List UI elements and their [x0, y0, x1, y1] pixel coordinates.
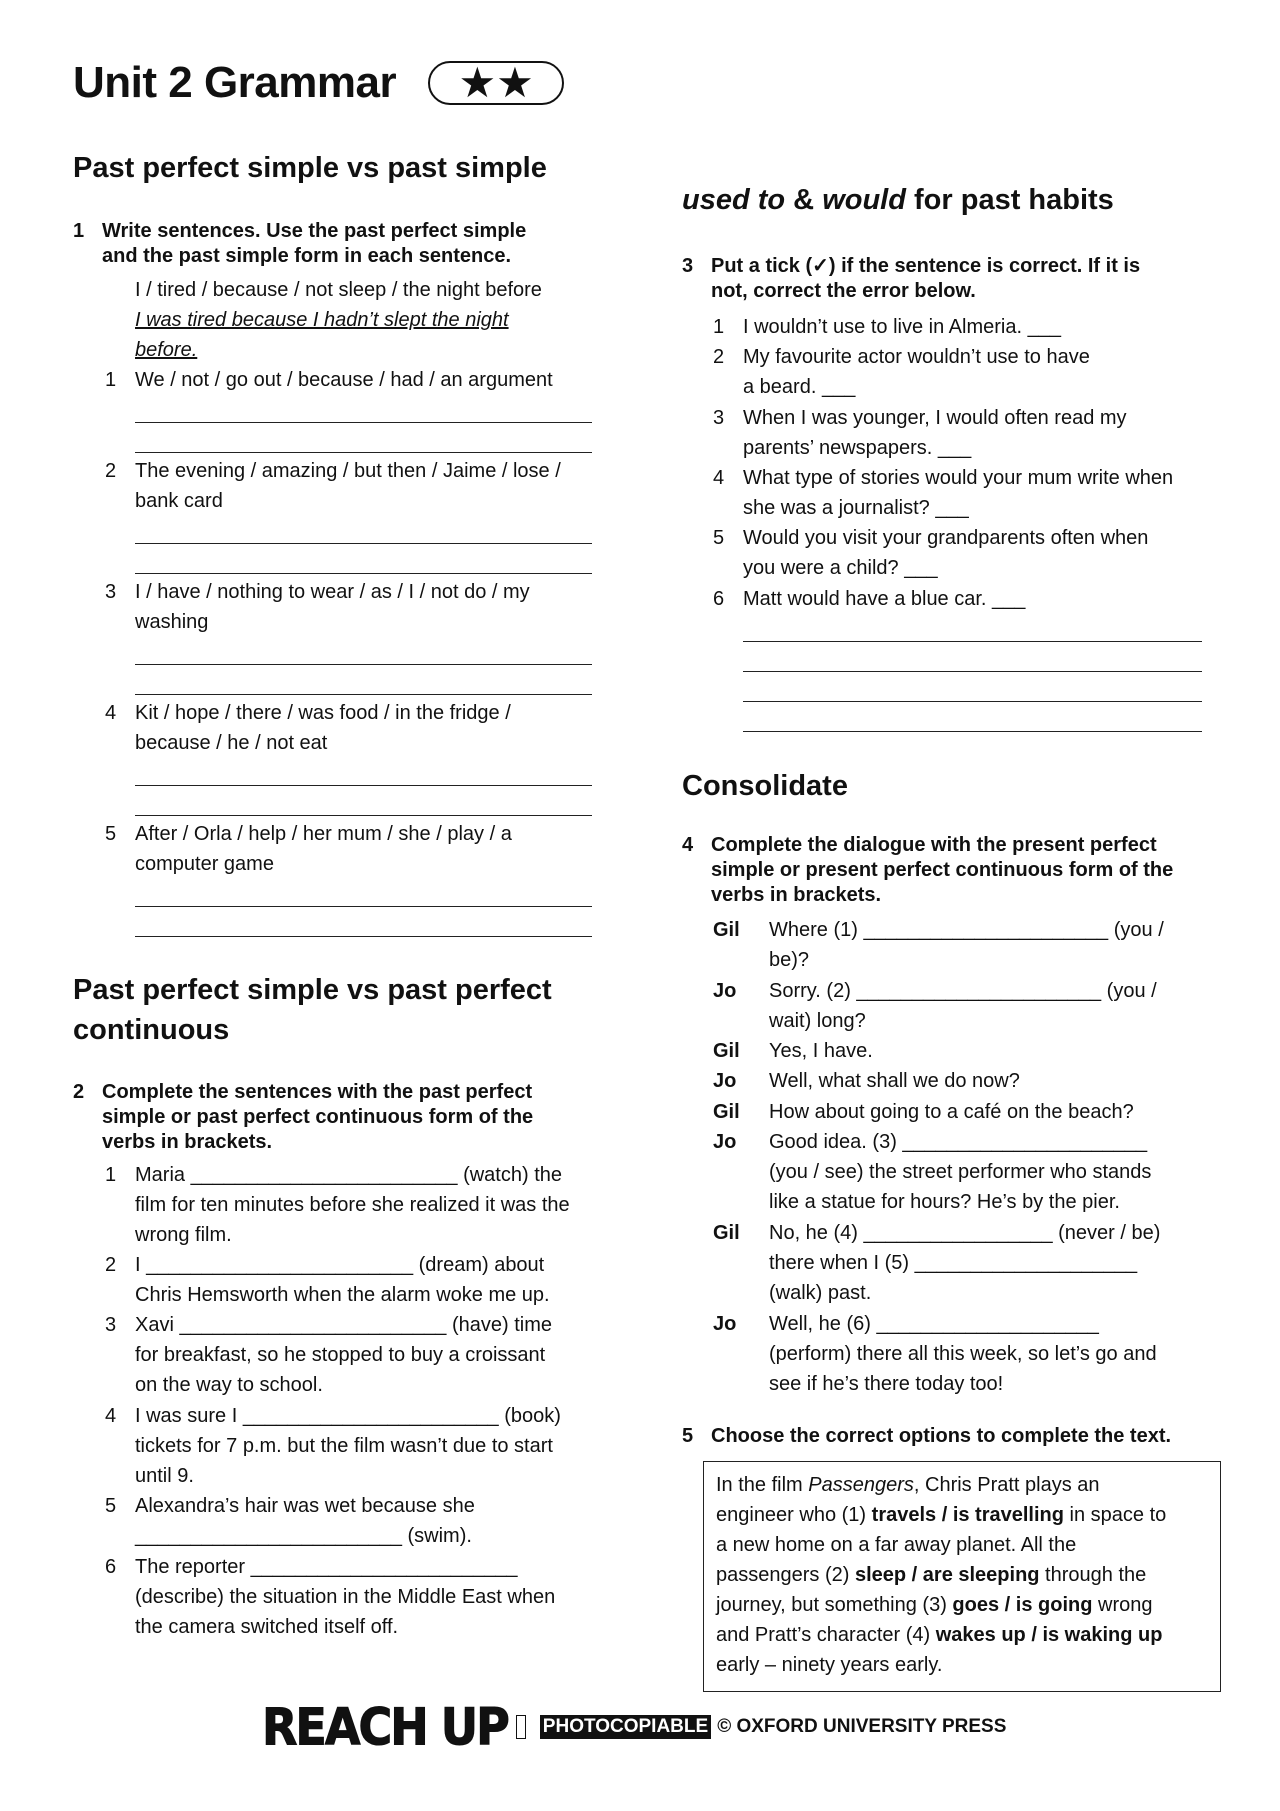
passage-line: engineer who (1) travels / is travelling in space to: [716, 1504, 1167, 1526]
dialogue-line: Yes, I have.: [769, 1040, 873, 1062]
instruction-line: simple or past perfect continuous form of the: [102, 1106, 534, 1128]
dialogue-speaker: Gil: [713, 1101, 740, 1123]
answer-line[interactable]: [135, 694, 592, 695]
item-text: she was a journalist? ___: [743, 497, 969, 519]
dialogue-line: How about going to a café on the beach?: [769, 1101, 1134, 1123]
item-number: 6: [713, 588, 725, 610]
item-text: When I was younger, I would often read my: [743, 407, 1127, 429]
task-4-instruction: [682, 833, 1222, 908]
passage-line: In the film Passengers, Chris Pratt plays an: [716, 1474, 1100, 1496]
item-number: 2: [105, 1254, 117, 1276]
item-text: Maria ________________________ (watch) the: [135, 1164, 563, 1186]
dialogue-line: (perform) there all this week, so let’s go and: [769, 1343, 1157, 1365]
title-row: [73, 58, 564, 108]
answer-line[interactable]: [135, 815, 592, 816]
item-text: you were a child? ___: [743, 557, 938, 579]
task-number: 1: [73, 220, 85, 242]
item-number: 1: [105, 369, 117, 391]
dialogue-line: (walk) past.: [769, 1282, 872, 1304]
item-text: Xavi ________________________ (have) time: [135, 1314, 553, 1336]
answer-line[interactable]: [135, 785, 592, 786]
answer-line[interactable]: [135, 452, 592, 453]
task-number: 4: [682, 834, 694, 856]
item-number: 1: [713, 316, 725, 338]
dialogue-speaker: Gil: [713, 1222, 740, 1244]
item-text: wrong film.: [135, 1224, 232, 1246]
answer-line[interactable]: [135, 543, 592, 544]
example-prompt: I / tired / because / not sleep / the night before: [135, 279, 542, 301]
item-prompt: computer game: [135, 853, 274, 875]
task-number: 5: [682, 1425, 694, 1447]
item-text: (describe) the situation in the Middle East when: [135, 1586, 556, 1608]
dialogue-line: like a statue for hours? He’s by the pier.: [769, 1191, 1120, 1213]
instruction-line: not, correct the error below.: [711, 280, 976, 302]
copyright-text: © OXFORD UNIVERSITY PRESS: [717, 1716, 1007, 1737]
item-number: 5: [105, 1495, 117, 1517]
item-prompt: After / Orla / help / her mum / she / play / a: [135, 823, 512, 845]
logo-box-icon: [516, 1715, 526, 1739]
task-number: 3: [682, 255, 694, 277]
instruction-line: Write sentences. Use the past perfect simple: [102, 220, 527, 242]
dialogue-line: Good idea. (3) ______________________: [769, 1131, 1148, 1153]
heading-part: &: [785, 184, 823, 216]
item-text: film for ten minutes before she realized it was the: [135, 1194, 570, 1216]
item-number: 2: [713, 346, 725, 368]
item-text: the camera switched itself off.: [135, 1616, 399, 1638]
answer-line[interactable]: [743, 731, 1202, 732]
passage-line: passengers (2) sleep / are sleeping through the: [716, 1564, 1147, 1586]
item-prompt: I / have / nothing to wear / as / I / not do / my: [135, 581, 530, 603]
answer-line[interactable]: [135, 664, 592, 665]
reach-up-logo: REACH UP: [262, 1697, 508, 1757]
dialogue-line: Where (1) ______________________ (you /: [769, 919, 1164, 941]
answer-line[interactable]: [135, 422, 592, 423]
item-text: on the way to school.: [135, 1374, 323, 1396]
answer-line[interactable]: [743, 671, 1202, 672]
item-text: I ________________________ (dream) about: [135, 1254, 545, 1276]
item-number: 5: [713, 527, 725, 549]
example-answer-line: I was tired because I hadn’t slept the night: [135, 309, 509, 331]
item-text: My favourite actor wouldn’t use to have: [743, 346, 1090, 368]
item-number: 4: [105, 1405, 117, 1427]
answer-line[interactable]: [135, 936, 592, 937]
task-3-instruction: [682, 254, 1222, 304]
dialogue-speaker: Gil: [713, 1040, 740, 1062]
heading-part: would: [822, 184, 906, 216]
item-text: Would you visit your grandparents often when: [743, 527, 1149, 549]
instruction-line: Choose the correct options to complete the text.: [711, 1425, 1172, 1447]
item-text: for breakfast, so he stopped to buy a croissant: [135, 1344, 546, 1366]
passage-line: journey, but something (3) goes / is going wrong: [716, 1594, 1153, 1616]
task-5-instruction: [682, 1424, 1222, 1449]
item-number: 5: [105, 823, 117, 845]
item-text: parents’ newspapers. ___: [743, 437, 972, 459]
item-prompt: washing: [135, 611, 209, 633]
heading-line: Past perfect simple vs past perfect: [73, 974, 552, 1006]
passage-box: [703, 1461, 1221, 1692]
dialogue-line: Well, what shall we do now?: [769, 1070, 1020, 1092]
option-choice-2[interactable]: sleep / are sleeping: [854, 1564, 1040, 1586]
item-text: I was sure I _______________________ (book): [135, 1405, 561, 1427]
section-heading-consolidate: Consolidate: [682, 770, 848, 802]
item-prompt: Kit / hope / there / was food / in the fridge /: [135, 702, 511, 724]
option-choice-1[interactable]: travels / is travelling: [871, 1504, 1064, 1526]
option-choice-4[interactable]: wakes up / is waking up: [935, 1624, 1163, 1646]
item-number: 4: [105, 702, 117, 724]
instruction-line: verbs in brackets.: [102, 1131, 273, 1153]
dialogue-line: Sorry. (2) ______________________ (you /: [769, 980, 1157, 1002]
dialogue-line: see if he’s there today too!: [769, 1373, 1004, 1395]
task-number: 2: [73, 1081, 85, 1103]
item-prompt: We / not / go out / because / had / an argument: [135, 369, 553, 391]
section-heading-used-to-would: [682, 180, 1114, 220]
item-number: 2: [105, 460, 117, 482]
item-text: tickets for 7 p.m. but the film wasn’t due to start: [135, 1435, 553, 1457]
item-text: ________________________ (swim).: [135, 1525, 472, 1547]
item-number: 3: [105, 581, 117, 603]
item-text: The reporter ________________________: [135, 1556, 518, 1578]
example-answer-line: before.: [135, 339, 198, 361]
heading-part: used to: [682, 184, 786, 216]
item-number: 3: [713, 407, 725, 429]
section-heading-past-perfect-vs-continuous: [73, 970, 552, 1050]
answer-line[interactable]: [743, 701, 1202, 702]
item-text: What type of stories would your mum write when: [743, 467, 1174, 489]
instruction-line: Put a tick (✓) if the sentence is correct. If it is: [711, 255, 1141, 277]
instruction-line: simple or present perfect continuous form of the: [711, 859, 1174, 881]
photocopiable-label: PHOTOCOPIABLE: [540, 1715, 711, 1739]
instruction-line: and the past simple form in each sentence.: [102, 245, 512, 267]
heading-part: for past habits: [905, 184, 1114, 216]
option-choice-3[interactable]: goes / is going: [952, 1594, 1093, 1616]
item-number: 3: [105, 1314, 117, 1336]
dialogue-speaker: Jo: [713, 980, 737, 1002]
item-text: Alexandra’s hair was wet because she: [135, 1495, 475, 1517]
task-2-instruction: [73, 1080, 593, 1155]
dialogue-line: (you / see) the street performer who stands: [769, 1161, 1152, 1183]
item-prompt: bank card: [135, 490, 223, 512]
instruction-line: Complete the sentences with the past perfect: [102, 1081, 533, 1103]
item-text: Chris Hemsworth when the alarm woke me up.: [135, 1284, 550, 1306]
dialogue-line: Well, he (6) ____________________: [769, 1313, 1099, 1335]
dialogue-speaker: Jo: [713, 1313, 737, 1335]
item-text: Matt would have a blue car. ___: [743, 588, 1026, 610]
section-heading-past-perfect-vs-past-simple: Past perfect simple vs past simple: [73, 152, 547, 184]
passage-line: early – ninety years early.: [716, 1654, 943, 1676]
dialogue-speaker: Gil: [713, 919, 740, 941]
instruction-line: verbs in brackets.: [711, 884, 882, 906]
dialogue-line: No, he (4) _________________ (never / be): [769, 1222, 1161, 1244]
dialogue-speaker: Jo: [713, 1070, 737, 1092]
dialogue-speaker: Jo: [713, 1131, 737, 1153]
item-number: 4: [713, 467, 725, 489]
footer: [262, 1697, 1007, 1757]
passage-line: a new home on a far away planet. All the: [716, 1534, 1077, 1556]
task-1-instruction: [73, 219, 593, 269]
item-text: I wouldn’t use to live in Almeria. ___: [743, 316, 1061, 338]
item-text: until 9.: [135, 1465, 194, 1487]
item-prompt: because / he / not eat: [135, 732, 328, 754]
passage-line: and Pratt’s character (4) wakes up / is waking up: [716, 1624, 1163, 1646]
answer-line[interactable]: [743, 641, 1202, 642]
answer-line[interactable]: [135, 573, 592, 574]
dialogue-line: wait) long?: [769, 1010, 866, 1032]
item-text: a beard. ___: [743, 376, 856, 398]
answer-line[interactable]: [135, 906, 592, 907]
item-number: 1: [105, 1164, 117, 1186]
item-prompt: The evening / amazing / but then / Jaime / lose /: [135, 460, 561, 482]
difficulty-stars-badge: ★★: [428, 61, 564, 105]
dialogue-line: be)?: [769, 949, 810, 971]
heading-line: continuous: [73, 1014, 230, 1046]
instruction-line: Complete the dialogue with the present perfect: [711, 834, 1157, 856]
page-title: Unit 2 Grammar: [73, 58, 397, 107]
item-number: 6: [105, 1556, 117, 1578]
dialogue-line: there when I (5) ____________________: [769, 1252, 1138, 1274]
